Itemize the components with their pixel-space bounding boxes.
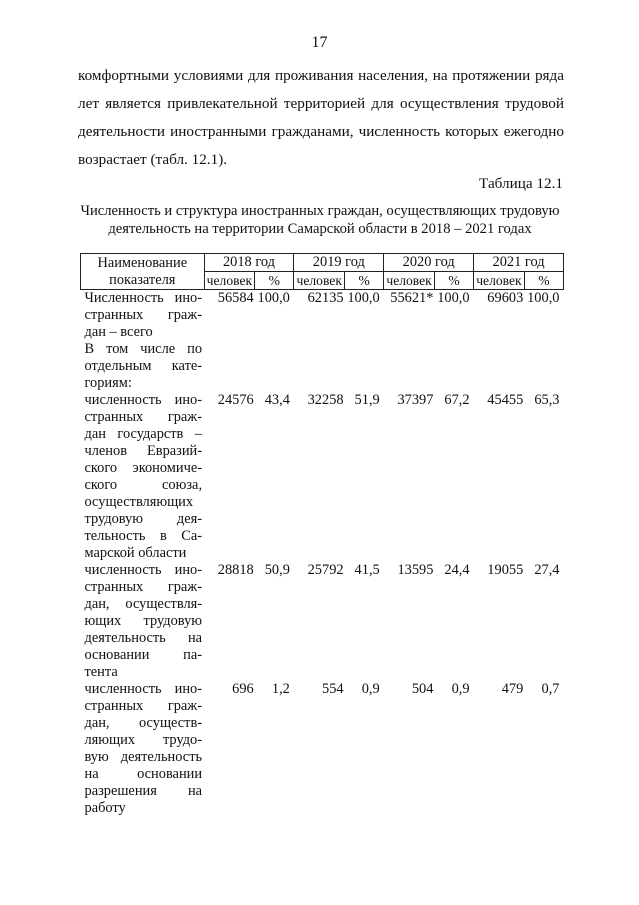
cell-persons: [204, 341, 255, 392]
table-row: [81, 341, 564, 392]
cell-persons: 55621*: [390, 290, 434, 306]
indicator-name-line: странных граж-: [84, 579, 203, 595]
cell-persons: 56584: [217, 290, 254, 306]
header-indicator-name: [81, 254, 205, 290]
cell-persons: [474, 341, 525, 392]
cell-percent: 100,0: [347, 290, 380, 306]
cell-persons: 504: [411, 681, 434, 697]
cell-percent: [524, 341, 563, 392]
indicator-name-line: ского союза,: [84, 477, 203, 493]
header-percent: %: [434, 272, 473, 290]
indicator-name-line: странных граж-: [84, 698, 203, 714]
cell-persons: 62135: [307, 290, 344, 306]
caption-line: деятельность на территории Самарской области в 2018 – 2021 годах: [108, 221, 532, 237]
indicator-name-line: ского экономиче-: [84, 460, 203, 476]
paragraph-line: комфортными условиями для проживания населения, на протяжении ряда: [78, 67, 564, 84]
indicator-name-line: основании па-: [84, 647, 203, 663]
indicator-name-line: ющих трудовую: [84, 613, 203, 629]
header-name-line: показателя: [109, 271, 176, 288]
cell-persons: 13595: [397, 562, 434, 578]
header-percent: %: [255, 272, 294, 290]
cell-percent: 100,0: [527, 290, 560, 306]
cell-percent: 1,2: [271, 681, 290, 697]
cell-persons: 24576: [217, 392, 254, 408]
cell-percent: 0,9: [361, 681, 380, 697]
cell-persons: 479: [501, 681, 524, 697]
paragraph-line: лет является привлекательной территорией для осуществления трудовой: [78, 95, 564, 112]
header-name-line: Наименование: [97, 254, 188, 271]
row-indicator-name: [81, 290, 205, 342]
cell-percent: 0,7: [541, 681, 560, 697]
foreign-workers-table: [80, 253, 564, 817]
indicator-name-line: разрешения на: [84, 783, 203, 799]
table-row: [81, 681, 564, 817]
row-indicator-name: [81, 341, 205, 392]
cell-persons: 45455: [487, 392, 524, 408]
cell-persons: 554: [322, 681, 344, 697]
indicator-name-line: численность ино-: [84, 392, 203, 408]
indicator-name-line: дан государств –: [84, 426, 203, 442]
indicator-name-line: странных граж-: [84, 307, 203, 323]
header-persons: человек: [384, 272, 435, 290]
header-year-2020: 2020 год: [384, 254, 474, 272]
caption-line: Численность и структура иностранных граждан, осуществляющих трудовую: [80, 203, 560, 219]
row-indicator-name: [81, 681, 205, 817]
cell-persons: 696: [232, 681, 254, 697]
table-number-label: Таблица 12.1: [479, 175, 563, 192]
indicator-name-line: дан, осуществля-: [84, 596, 203, 612]
table-caption: [60, 202, 580, 238]
cell-percent: 41,5: [354, 562, 380, 578]
indicator-name-line: деятельность на: [84, 630, 203, 646]
cell-percent: 24,4: [444, 562, 470, 578]
indicator-name-line: осуществляющих: [84, 494, 194, 510]
cell-persons: [384, 341, 435, 392]
header-percent: %: [524, 272, 563, 290]
indicator-name-line: дан, осуществ-: [84, 715, 203, 731]
indicator-name-line: странных граж-: [84, 409, 203, 425]
cell-persons: [294, 341, 345, 392]
cell-persons: 37397: [397, 392, 434, 408]
header-year-2021: 2021 год: [474, 254, 564, 272]
cell-persons: 19055: [487, 562, 524, 578]
table-row: [81, 562, 564, 681]
indicator-name-line: марской области: [84, 545, 187, 561]
indicator-name-line: тента: [84, 664, 118, 680]
cell-percent: 100,0: [437, 290, 470, 306]
indicator-name-line: ляющих трудо-: [84, 732, 203, 748]
table-header: [81, 254, 564, 290]
indicator-name-line: численность ино-: [84, 681, 203, 697]
page-number: 17: [311, 34, 328, 51]
table-row: [81, 290, 564, 342]
cell-percent: 51,9: [354, 392, 380, 408]
indicator-name-line: гориям:: [84, 375, 132, 391]
indicator-name-line: численность ино-: [84, 562, 203, 578]
table-body: [81, 290, 564, 818]
indicator-name-line: тельность в Са-: [84, 528, 203, 544]
cell-percent: 50,9: [264, 562, 290, 578]
row-indicator-name: [81, 392, 205, 562]
header-percent: %: [345, 272, 384, 290]
cell-percent: 43,4: [264, 392, 290, 408]
cell-persons: 32258: [307, 392, 344, 408]
indicator-name-line: работу: [84, 800, 126, 816]
cell-percent: [434, 341, 473, 392]
header-year-2018: 2018 год: [204, 254, 294, 272]
cell-persons: 28818: [217, 562, 254, 578]
indicator-name-line: отдельным кате-: [84, 358, 203, 374]
paragraph-line: возрастает (табл. 12.1).: [78, 151, 228, 168]
cell-percent: [345, 341, 384, 392]
indicator-name-line: на основании: [84, 766, 203, 782]
header-persons: человек: [204, 272, 255, 290]
header-persons: человек: [474, 272, 525, 290]
cell-percent: 100,0: [257, 290, 290, 306]
cell-percent: 27,4: [534, 562, 560, 578]
row-indicator-name: [81, 562, 205, 681]
cell-percent: 65,3: [534, 392, 560, 408]
indicator-name-line: трудовую дея-: [84, 511, 203, 527]
cell-percent: [255, 341, 294, 392]
body-paragraph: [78, 62, 564, 174]
indicator-name-line: членов Евразий-: [84, 443, 203, 459]
header-year-2019: 2019 год: [294, 254, 384, 272]
paragraph-line: деятельности иностранными гражданами, численность которых ежегодно: [78, 123, 564, 140]
indicator-name-line: вую деятельность: [84, 749, 203, 765]
indicator-name-line: В том числе по: [84, 341, 203, 357]
cell-percent: 67,2: [444, 392, 470, 408]
indicator-name-line: Численность ино-: [84, 290, 203, 306]
table-row: [81, 392, 564, 562]
indicator-name-line: дан – всего: [84, 324, 153, 340]
header-persons: человек: [294, 272, 345, 290]
cell-persons: 25792: [307, 562, 344, 578]
cell-persons: 69603: [487, 290, 524, 306]
cell-percent: 0,9: [451, 681, 470, 697]
